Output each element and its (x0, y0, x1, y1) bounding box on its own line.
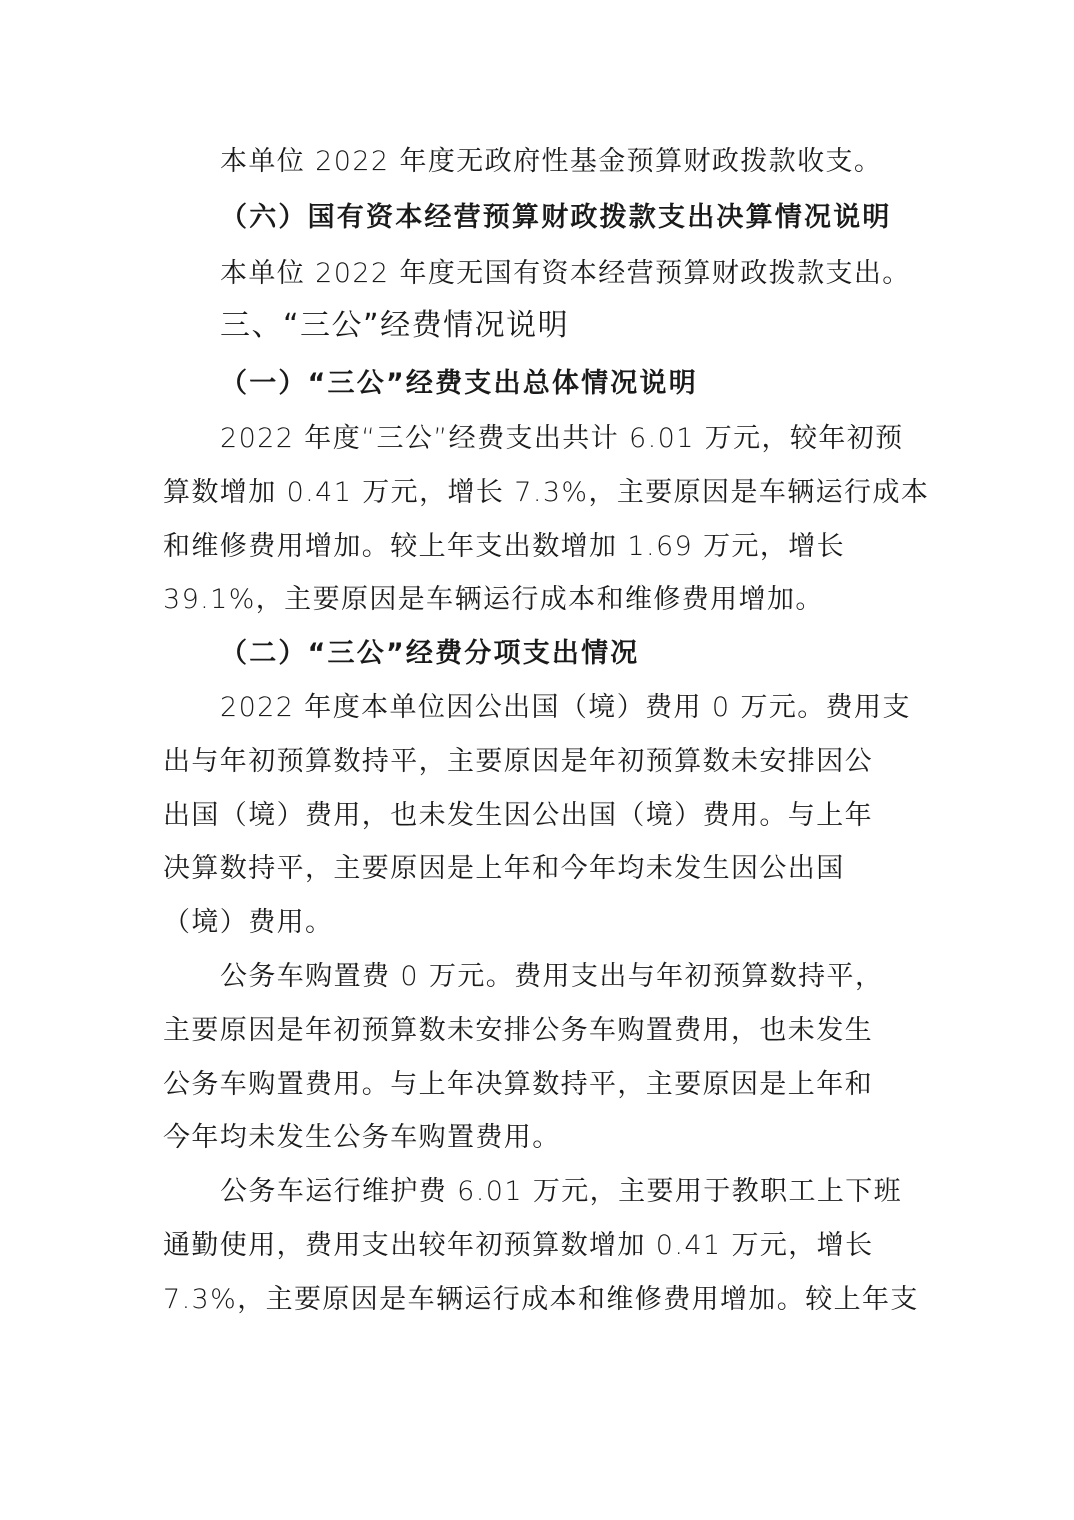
paragraph-line: 出与年初预算数持平，主要原因是年初预算数未安排因公 (163, 746, 873, 777)
paragraph-line: 决算数持平，主要原因是上年和今年均未发生因公出国 (163, 853, 845, 884)
section-heading-6: （六）国有资本经营预算财政拨款支出决算情况说明 (220, 202, 892, 233)
paragraph-line: 公务车购置费用。与上年决算数持平，主要原因是上年和 (163, 1069, 873, 1100)
chapter-heading-3: 三、“三公”经费情况说明 (220, 308, 570, 343)
paragraph-line: （境）费用。 (163, 907, 334, 938)
subsection-heading-1: （一）“三公”经费支出总体情况说明 (220, 368, 698, 399)
paragraph-line: 本单位 2022 年度无国有资本经营预算财政拨款支出。 (220, 258, 911, 289)
paragraph-line: 主要原因是年初预算数未安排公务车购置费用，也未发生 (163, 1015, 873, 1046)
paragraph-line: 2022 年度“三公”经费支出共计 6.01 万元，较年初预 (220, 423, 904, 454)
subsection-heading-2: （二）“三公”经费分项支出情况 (220, 638, 640, 669)
paragraph-line: 通勤使用，费用支出较年初预算数增加 0.41 万元，增长 (163, 1230, 874, 1261)
paragraph-line: 本单位 2022 年度无政府性基金预算财政拨款收支。 (220, 146, 883, 177)
paragraph-line: 7.3%，主要原因是车辆运行成本和维修费用增加。较上年支 (163, 1284, 919, 1315)
paragraph-line: 算数增加 0.41 万元，增长 7.3%，主要原因是车辆运行成本 (163, 477, 930, 508)
paragraph-line: 39.1%，主要原因是车辆运行成本和维修费用增加。 (163, 584, 824, 615)
paragraph-line: 今年均未发生公务车购置费用。 (163, 1122, 561, 1153)
paragraph-line: 2022 年度本单位因公出国（境）费用 0 万元。费用支 (220, 692, 911, 723)
paragraph-line: 出国（境）费用，也未发生因公出国（境）费用。与上年 (163, 800, 873, 831)
paragraph-line: 公务车购置费 0 万元。费用支出与年初预算数持平， (220, 961, 884, 992)
paragraph-line: 和维修费用增加。较上年支出数增加 1.69 万元，增长 (163, 531, 846, 562)
paragraph-line: 公务车运行维护费 6.01 万元，主要用于教职工上下班 (220, 1176, 903, 1207)
